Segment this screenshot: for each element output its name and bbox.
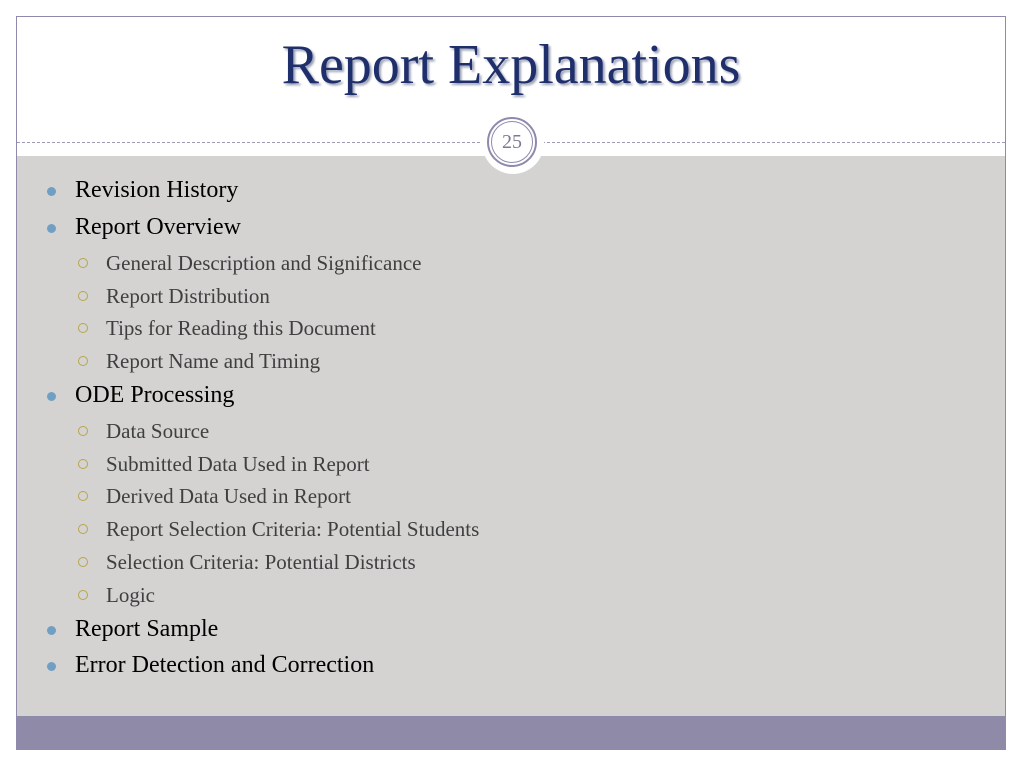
bullet-text: Error Detection and Correction [75,652,375,678]
sub-bullet-item [106,583,155,608]
sub-bullet-text: Selection Criteria: Potential Districts [106,550,416,574]
ring-bullet-icon [78,291,88,301]
ring-bullet-icon [78,557,88,567]
bullet-dot-icon [47,392,56,401]
sub-bullet-item [106,419,209,444]
sub-bullet-item [106,251,421,276]
bullet-item [75,382,234,409]
sub-bullet-text: Report Distribution [106,284,270,308]
sub-bullet-text: Report Selection Criteria: Potential Students [106,517,480,541]
sub-bullet-item [106,517,479,542]
page-number: 25 [502,130,522,153]
bullet-dot-icon [47,662,56,671]
sub-bullet-text: Data Source [106,419,210,443]
sub-bullet-text: Derived Data Used in Report [106,484,351,508]
ring-bullet-icon [78,323,88,333]
slide-title: Report Explanations [281,34,741,96]
sub-bullet-text: Report Name and Timing [106,349,321,373]
sub-bullet-text: General Description and Significance [106,251,422,275]
bullet-dot-icon [47,224,56,233]
sub-bullet-item [106,550,416,575]
bullet-text: Report Overview [75,214,241,240]
bottom-bar [17,716,1005,750]
sub-bullet-item [106,452,370,477]
ring-bullet-icon [78,491,88,501]
ring-bullet-icon [78,459,88,469]
bullet-item [75,177,238,204]
bullet-dot-icon [47,187,56,196]
sub-bullet-text: Submitted Data Used in Report [106,452,370,476]
ring-bullet-icon [78,590,88,600]
bullet-text: Report Sample [75,616,219,642]
ring-bullet-icon [78,524,88,534]
ring-bullet-icon [78,258,88,268]
sub-bullet-text: Logic [106,583,155,607]
bullet-text: Revision History [75,177,239,203]
bullet-text: ODE Processing [75,382,235,408]
bullet-dot-icon [47,626,56,635]
sub-bullet-item [106,316,376,341]
sub-bullet-item [106,349,320,374]
ring-bullet-icon [78,356,88,366]
bullet-item [75,652,374,679]
slide [16,16,1006,750]
page-number-badge [487,117,537,167]
sub-bullet-item [106,284,270,309]
sub-bullet-item [106,484,351,509]
sub-bullet-text: Tips for Reading this Document [106,316,376,340]
bullet-item [75,214,241,241]
bullet-item [75,616,218,643]
ring-bullet-icon [78,426,88,436]
